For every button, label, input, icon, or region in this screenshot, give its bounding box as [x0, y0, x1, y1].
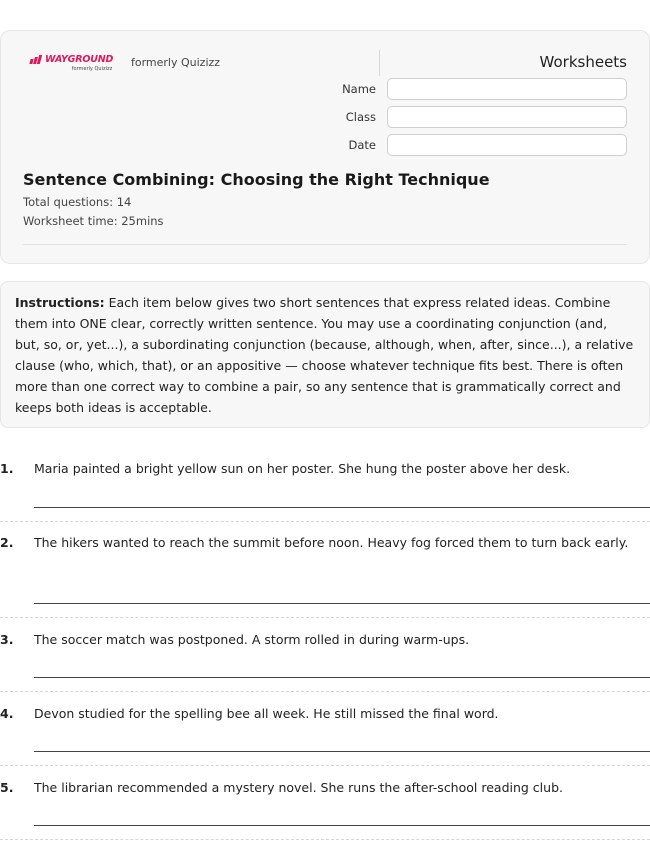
question-text: The hikers wanted to reach the summit before noon. Heavy fog forced them to turn back early.	[34, 535, 629, 550]
question-text: Maria painted a bright yellow sun on her poster. She hung the poster above her desk.	[34, 461, 571, 476]
question-number: 1.	[0, 461, 14, 476]
class-input[interactable]	[387, 106, 627, 128]
header-rule	[23, 244, 627, 245]
answer-line[interactable]	[34, 751, 650, 752]
wayground-logo	[30, 54, 113, 72]
class-field-row	[340, 106, 627, 128]
logo-wordmark: WAYGROUND	[45, 54, 114, 65]
logo-mark-icon	[30, 55, 42, 64]
name-input[interactable]	[387, 78, 627, 100]
total-questions: Total questions: 14	[23, 195, 132, 209]
question-separator	[0, 691, 650, 692]
worksheets-label: Worksheets	[539, 53, 627, 71]
answer-line[interactable]	[34, 603, 650, 604]
question-text: The soccer match was postponed. A storm rolled in during warm-ups.	[34, 632, 470, 647]
date-label: Date	[348, 138, 376, 152]
date-field-row	[340, 134, 627, 156]
question-separator	[0, 617, 650, 618]
worksheet-title: Sentence Combining: Choosing the Right Technique	[23, 170, 490, 189]
question-number: 4.	[0, 706, 14, 721]
date-input[interactable]	[387, 134, 627, 156]
header-divider	[379, 50, 380, 76]
answer-line[interactable]	[34, 507, 650, 508]
formerly-label: formerly Quizizz	[131, 56, 221, 69]
question-separator	[0, 521, 650, 522]
question-number: 2.	[0, 535, 14, 550]
answer-line[interactable]	[34, 677, 650, 678]
answer-line[interactable]	[34, 825, 650, 826]
logo-subtext: formerly Quizizz	[71, 66, 113, 72]
question-number: 3.	[0, 632, 14, 647]
instructions-text: Each item below gives two short sentences that express related ideas. Combine them into ONE clear, correctly written sentence. You may use a coordinating conjunction (and, but, so, or, yet...), a subordinating conjunction (because, although, when, after, since...), a relative clause (who, which, that), or an appositive — choose whatever technique fits best. There is often more than one correct way to combine a pair, so any sentence that is grammatically correct and keeps both ideas is acceptable.	[15, 295, 634, 415]
question-text: Devon studied for the spelling bee all week. He still missed the final word.	[34, 706, 499, 721]
class-label: Class	[345, 110, 376, 124]
question-text: The librarian recommended a mystery novel. She runs the after-school reading club.	[34, 780, 563, 795]
worksheet-time: Worksheet time: 25mins	[23, 214, 164, 228]
question-separator	[0, 765, 650, 766]
question-number: 5.	[0, 780, 14, 795]
name-label: Name	[342, 82, 376, 96]
instructions-label: Instructions:	[15, 295, 105, 310]
name-field-row	[340, 78, 627, 100]
instructions-box	[0, 281, 650, 428]
question-separator	[0, 839, 650, 840]
